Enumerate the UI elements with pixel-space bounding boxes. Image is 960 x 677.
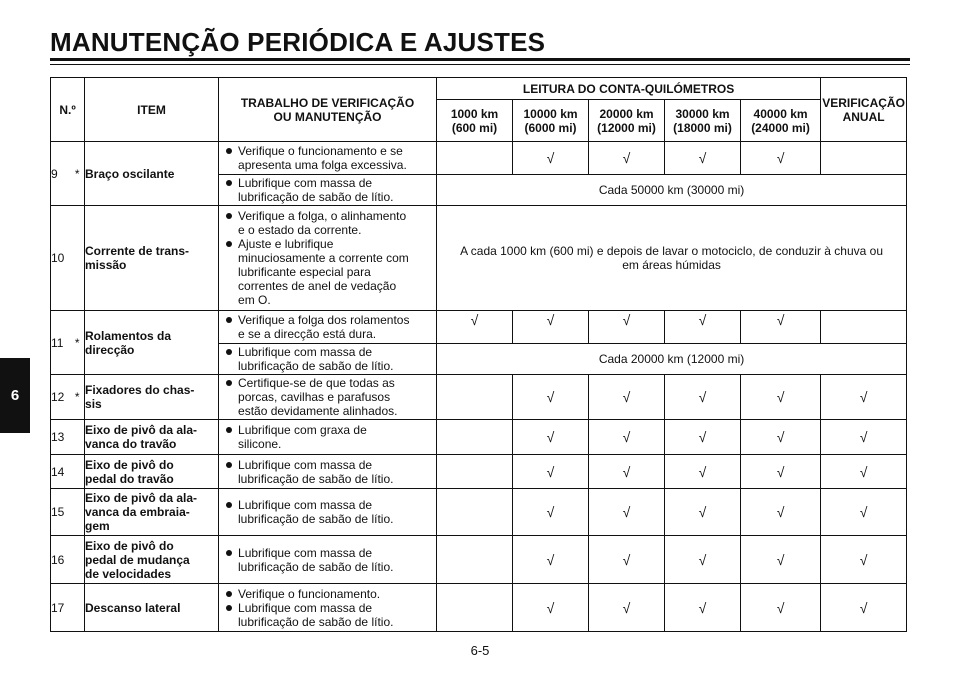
header-row [51, 78, 907, 100]
check-cell [589, 489, 665, 536]
work-continuation [223, 327, 432, 341]
check-cell [437, 455, 513, 489]
check-cell [513, 489, 589, 536]
table-row [51, 584, 907, 632]
check-cell [513, 311, 589, 344]
work-continuation [223, 390, 432, 404]
check-mark: √ [776, 463, 785, 480]
item-line: missão [85, 258, 127, 272]
work-text: e o estado da corrente. [238, 223, 362, 237]
work-text: lubrificação de sabão de lítio. [238, 614, 394, 629]
work-text: Verifique o funcionamento. [238, 586, 381, 601]
check-cell [821, 584, 907, 632]
item-line: Corrente de trans- [85, 244, 190, 258]
row-number: 11 [51, 311, 71, 375]
work-continuation [223, 265, 432, 279]
row-star: * [71, 142, 85, 206]
work-text: lubrificação de sabão de lítio. [238, 559, 394, 574]
check-cell [665, 420, 741, 455]
item-line: gem [85, 519, 110, 533]
work-text: Lubrifique com massa de [238, 345, 373, 359]
work-bullet [223, 345, 432, 359]
work-text: estão devidamente alinhados. [238, 404, 398, 418]
work-cell [219, 375, 437, 420]
check-mark: √ [776, 389, 785, 405]
row-star [71, 489, 85, 536]
check-cell [665, 489, 741, 536]
check-mark: √ [622, 312, 631, 328]
header-col-20000 [589, 100, 665, 142]
work-bullet [223, 423, 432, 437]
row-number: 13 [51, 420, 71, 455]
check-cell [513, 455, 589, 489]
interval-line: A cada 1000 km (600 mi) e depois de lavar o motociclo, de conduzir à chuva ou [460, 244, 883, 258]
work-cell [219, 344, 437, 375]
work-text: Verifique o funcionamento e se [238, 144, 403, 158]
check-cell [437, 375, 513, 420]
item-line: vanca da embraia- [85, 505, 190, 519]
work-bullet [223, 237, 432, 251]
check-mark: √ [776, 312, 785, 328]
check-cell [821, 489, 907, 536]
work-continuation [223, 251, 432, 265]
check-cell [437, 489, 513, 536]
work-text: lubrificação de sabão de lítio. [238, 471, 394, 486]
work-text: lubrificação de sabão de lítio. [238, 512, 394, 526]
check-mark: √ [859, 551, 868, 568]
work-text: Verifique a folga dos rolamentos [238, 313, 410, 327]
row-number: 10 [51, 206, 71, 311]
check-mark: √ [698, 463, 707, 480]
check-mark: √ [698, 599, 707, 616]
check-cell [821, 142, 907, 175]
header-annual [821, 78, 907, 142]
check-mark: √ [622, 429, 631, 445]
work-text: Verifique a folga, o alinhamento [238, 209, 407, 223]
check-cell [589, 375, 665, 420]
table-row [51, 420, 907, 455]
check-cell [741, 455, 821, 489]
row-star [71, 420, 85, 455]
row-star: * [71, 375, 85, 420]
item-line: Fixadores do chas- [85, 383, 195, 397]
maintenance-table [50, 77, 907, 632]
work-continuation [223, 279, 432, 293]
work-continuation [223, 437, 432, 451]
check-mark: √ [622, 389, 631, 405]
header-annual-line2: ANUAL [842, 109, 885, 124]
check-mark: √ [546, 463, 555, 480]
check-mark: √ [698, 551, 707, 568]
check-mark: √ [698, 312, 707, 328]
work-continuation [223, 223, 432, 237]
check-cell [513, 536, 589, 584]
item-line: Rolamentos da [85, 328, 172, 343]
work-text: Ajuste e lubrifique [238, 237, 334, 251]
interval-text: Cada 50000 km (30000 mi) [437, 175, 907, 206]
check-cell [741, 375, 821, 420]
col-mi: (18000 mi) [673, 120, 732, 135]
check-cell [821, 375, 907, 420]
check-cell [437, 420, 513, 455]
work-text: Certifique-se de que todas as [238, 376, 395, 390]
check-cell [741, 311, 821, 344]
work-text: Lubrifique com massa de [238, 457, 373, 472]
col-mi: (600 mi) [451, 120, 498, 135]
row-number: 14 [51, 455, 71, 489]
interval-text [437, 206, 907, 311]
row-number: 9 [51, 142, 71, 206]
interval-text: Cada 20000 km (12000 mi) [437, 344, 907, 375]
work-continuation [223, 472, 432, 486]
work-text: e se a direcção está dura. [238, 327, 377, 341]
check-cell [513, 420, 589, 455]
item-line: Eixo de pivô da ala- [85, 423, 198, 437]
work-continuation [223, 190, 432, 204]
work-cell [219, 455, 437, 489]
work-continuation [223, 293, 432, 307]
check-cell [589, 420, 665, 455]
item-line: vanca do travão [85, 437, 177, 451]
title-rule-thin [50, 64, 910, 65]
item-line: Eixo de pivô da ala- [85, 491, 198, 505]
work-text: lubrificação de sabão de lítio. [238, 359, 394, 373]
header-work-line2: OU MANUTENÇÃO [273, 109, 382, 124]
check-mark: √ [546, 504, 555, 520]
check-cell [589, 311, 665, 344]
item-name [85, 455, 219, 489]
item-name [85, 489, 219, 536]
work-continuation [223, 560, 432, 574]
check-mark: √ [622, 504, 631, 520]
check-cell [741, 142, 821, 175]
work-cell [219, 584, 437, 632]
interval-line: em áreas húmidas [622, 258, 721, 272]
work-text: porcas, cavilhas e parafusos [238, 390, 391, 404]
check-mark: √ [859, 599, 868, 616]
check-mark: √ [776, 551, 785, 568]
check-mark: √ [622, 463, 631, 480]
page-number: 6-5 [470, 643, 490, 658]
check-cell [513, 584, 589, 632]
row-star [71, 584, 85, 632]
check-cell [665, 536, 741, 584]
table-row [51, 142, 907, 175]
work-bullet [223, 458, 432, 472]
check-mark: √ [470, 312, 479, 328]
work-continuation [223, 158, 432, 172]
row-number: 12 [51, 375, 71, 420]
check-cell [665, 584, 741, 632]
item-name [85, 206, 219, 311]
table-row [51, 455, 907, 489]
work-bullet [223, 313, 432, 327]
check-cell [821, 536, 907, 584]
item-name: Descanso lateral [85, 584, 219, 632]
check-mark: √ [546, 429, 555, 445]
check-cell [741, 489, 821, 536]
check-mark: √ [859, 463, 868, 480]
check-cell [665, 455, 741, 489]
header-col-1000 [437, 100, 513, 142]
check-mark: √ [698, 504, 707, 520]
check-mark: √ [622, 150, 631, 166]
work-continuation [223, 512, 432, 526]
check-cell [821, 311, 907, 344]
work-bullet [223, 144, 432, 158]
item-line: Eixo de pivô do [85, 538, 174, 553]
header-no: N.º [51, 78, 85, 142]
work-cell [219, 142, 437, 175]
check-cell [589, 584, 665, 632]
work-text: correntes de anel de vedação [238, 279, 397, 293]
check-cell [589, 455, 665, 489]
check-mark: √ [776, 429, 785, 445]
check-mark: √ [776, 504, 785, 520]
check-mark: √ [622, 599, 631, 616]
check-mark: √ [698, 429, 707, 445]
title-rule [50, 58, 910, 61]
work-text: Lubrifique com massa de [238, 498, 373, 512]
work-bullet [223, 209, 432, 223]
check-mark: √ [776, 599, 785, 616]
check-mark: √ [546, 599, 555, 616]
item-name [85, 311, 219, 375]
check-cell [589, 536, 665, 584]
item-name [85, 536, 219, 584]
check-mark: √ [698, 389, 707, 405]
work-bullet [223, 601, 432, 615]
work-text: em O. [238, 293, 271, 307]
work-text: apresenta uma folga excessiva. [238, 158, 407, 172]
work-text: lubrificante especial para [238, 265, 371, 279]
table-row [51, 489, 907, 536]
check-mark: √ [859, 429, 868, 445]
check-cell [513, 142, 589, 175]
page-title: MANUTENÇÃO PERIÓDICA E AJUSTES [50, 27, 546, 57]
row-star [71, 206, 85, 311]
check-cell [437, 536, 513, 584]
check-mark: √ [859, 504, 868, 520]
col-km: 10000 km [523, 106, 578, 121]
work-bullet [223, 498, 432, 512]
work-text: Lubrifique com massa de [238, 545, 373, 560]
work-continuation [223, 404, 432, 418]
work-cell [219, 536, 437, 584]
header-odometer: LEITURA DO CONTA-QUILÓMETROS [437, 78, 821, 100]
work-cell [219, 175, 437, 206]
item-name: Braço oscilante [85, 142, 219, 206]
row-number: 16 [51, 536, 71, 584]
col-mi: (6000 mi) [524, 120, 577, 135]
header-annual-line1: VERIFICAÇÃO [822, 95, 905, 110]
item-line: de velocidades [85, 566, 172, 581]
chapter-tab [0, 358, 30, 433]
table-row [51, 206, 907, 311]
work-bullet [223, 176, 432, 190]
col-km: 1000 km [450, 106, 499, 121]
col-mi: (24000 mi) [751, 120, 810, 135]
row-star [71, 536, 85, 584]
check-cell [741, 536, 821, 584]
header-col-40000 [741, 100, 821, 142]
row-number: 15 [51, 489, 71, 536]
row-number: 17 [51, 584, 71, 632]
table-row [51, 311, 907, 344]
work-bullet [223, 546, 432, 560]
work-bullet [223, 376, 432, 390]
check-cell [437, 142, 513, 175]
check-mark: √ [622, 551, 631, 568]
check-cell [437, 311, 513, 344]
check-cell [437, 584, 513, 632]
item-line: sis [85, 397, 102, 411]
header-work-line1: TRABALHO DE VERIFICAÇÃO [240, 95, 415, 110]
work-cell [219, 420, 437, 455]
check-mark: √ [546, 150, 555, 166]
header-item: ITEM [85, 78, 219, 142]
check-mark: √ [546, 389, 555, 405]
item-line: pedal de mudança [85, 552, 190, 567]
col-km: 30000 km [675, 106, 730, 121]
work-continuation [223, 359, 432, 373]
work-text: Lubrifique com massa de [238, 176, 373, 190]
check-mark: √ [546, 551, 555, 568]
check-cell [665, 311, 741, 344]
table-row [51, 536, 907, 584]
check-mark: √ [776, 150, 785, 166]
check-cell [821, 455, 907, 489]
check-cell [589, 142, 665, 175]
work-cell [219, 311, 437, 344]
col-km: 20000 km [599, 106, 654, 121]
row-star [71, 455, 85, 489]
col-km: 40000 km [753, 106, 808, 121]
check-mark: √ [698, 150, 707, 166]
item-line: direcção [85, 342, 135, 357]
item-name [85, 420, 219, 455]
work-text: silicone. [238, 437, 282, 451]
work-text: lubrificação de sabão de lítio. [238, 190, 394, 204]
check-cell [665, 142, 741, 175]
work-bullet [223, 587, 432, 601]
header-col-10000 [513, 100, 589, 142]
header-work [219, 78, 437, 142]
item-name [85, 375, 219, 420]
work-cell [219, 206, 437, 311]
check-cell [741, 584, 821, 632]
work-continuation [223, 615, 432, 629]
header-col-30000 [665, 100, 741, 142]
work-text: Lubrifique com graxa de [238, 423, 367, 437]
work-text: minuciosamente a corrente com [238, 251, 409, 265]
check-cell [665, 375, 741, 420]
chapter-number: 6 [10, 387, 20, 404]
work-cell [219, 489, 437, 536]
item-line: pedal do travão [85, 471, 174, 486]
work-text: Lubrifique com massa de [238, 600, 373, 615]
check-mark: √ [859, 389, 868, 405]
maintenance-table-wrap [50, 77, 907, 632]
check-cell [741, 420, 821, 455]
check-cell [513, 375, 589, 420]
table-row [51, 375, 907, 420]
col-mi: (12000 mi) [597, 120, 656, 135]
item-line: Eixo de pivô do [85, 457, 174, 472]
row-star: * [71, 311, 85, 375]
check-mark: √ [546, 312, 555, 328]
check-cell [821, 420, 907, 455]
